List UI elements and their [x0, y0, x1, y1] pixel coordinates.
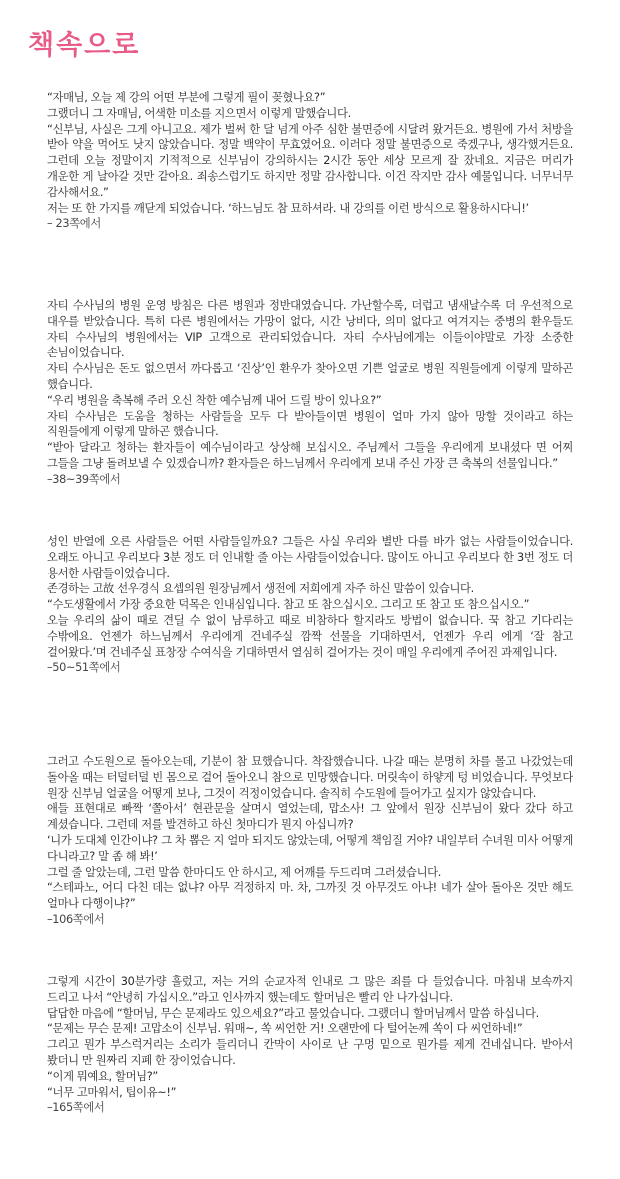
excerpt-paragraph: 존경하는 고故 선우경식 요셉의원 원장님께서 생전에 저희에게 자주 하신 말씀이 있습니다. — [47, 582, 474, 596]
excerpt-paragraph: “자매님, 오늘 제 강의 어떤 부분에 그렇게 필이 꽂혔나요?” — [47, 91, 326, 104]
excerpt-paragraph: “수도생활에서 가장 중요한 덕목은 인내심입니다. 참고 또 참으십시오. 그리고 또 참고 또 참으십시오.” — [47, 598, 530, 612]
page-source: –50~51쪽에서 — [47, 661, 121, 675]
excerpt-paragraph: 애들 표현대로 빠짝 ‘쫄아서’ 현관문을 살며시 열었는데, 맙소사! 그 앞에서 원장 신부님이 왔다 갔다 하고 계셨습니다. 그런데 저를 발견하고 하신 첫마디가 뭔지 아십니까? — [47, 802, 573, 832]
excerpt-paragraph: “너무 고마워서, 팁이유~!” — [47, 1085, 177, 1099]
excerpt-3 — [47, 534, 573, 676]
excerpt-paragraph: ‘니가 도대체 인간이냐? 그 차 뽑은 지 얼마 되지도 않았는데, 어떻게 책임질 거야? 내일부터 수녀원 미사 어떻게 다니라고? 말 좀 해 봐!’ — [47, 833, 573, 863]
page-source: –38~39쪽에서 — [47, 472, 121, 486]
excerpt-paragraph: “받아 달라고 청하는 환자들이 예수님이라고 상상해 보십시오. 주님께서 그들을 우리에게 보내셨다 면 어찌 그들을 그냥 돌려보낼 수 있겠습니까? 환자들은 하느님께서 우리에게 보내 주신 가장 큰 축복의 선물입니다.” — [47, 441, 573, 470]
excerpt-1 — [47, 90, 573, 232]
excerpt-paragraph: 그러고 수도원으로 돌아오는데, 기분이 참 묘했습니다. 착잡했습니다. 나갈 때는 분명히 차를 몰고 나갔었는데 돌아올 때는 터덜터덜 빈 몸으로 걸어 돌아오니 참으로 민망했습니다. 머릿속이 하얗게 텅 비었습니다. 무엇보다 원장 신부님 얼굴을 어떻게 보나, 그것이 걱정이었습니다. 솔직히 수도원에 들어가고 싶지가 않았습니다. — [47, 755, 573, 800]
excerpt-4 — [47, 754, 573, 928]
excerpt-paragraph: “이게 뭐예요, 할머님?” — [47, 1069, 158, 1083]
page-source: –165쪽에서 — [47, 1101, 105, 1115]
excerpt-paragraph: 자티 수사님은 돈도 없으면서 까다롭고 ‘진상’인 환우가 찾아오면 기쁜 얼굴로 병원 직원들에게 이렇게 말하곤 했습니다. — [47, 362, 573, 391]
excerpt-paragraph: 자티 수사님은 도움을 청하는 사람들을 모두 다 받아들이면 병원이 얼마 가지 않아 망할 것이라고 하는 직원들에게 이렇게 말하곤 했습니다. — [47, 409, 573, 439]
page-title: 책속으로 — [28, 30, 141, 61]
excerpt-paragraph: 그럴 줄 알았는데, 그런 말씀 한마디도 안 하시고, 제 어깨를 두드리며 그러셨습니다. — [47, 865, 441, 879]
excerpt-paragraph: 그리고 뭔가 부스럭거리는 소리가 들리더니 칸막이 사이로 난 구멍 밑으로 뭔가를 제게 건네십니다. 받아서 봤더니 만 원짜리 지폐 한 장이었습니다. — [47, 1038, 573, 1067]
excerpt-paragraph: “신부님, 사실은 그게 아니고요. 제가 벌써 한 달 넘게 아주 심한 불면증에 시달려 왔거든요. 병원에 가서 처방을 받아 약을 먹어도 낫지 않았습니다. 정말 백약이 무효였어요. 이러다 정말 불면증으로 죽겠구나, 생각했거든요. 그런데 오늘 정말이지 기적적으로 신부님이 강의하시는 2시간 동안 세상 모르게 잘 잤네요. 지금은 머리가 개운한 게 날아갈 것만 같아요. 죄송스럽기도 하지만 정말 감사합니다. 이건 작지만 감사 예물입니다. 너무너무 감사해서요.” — [47, 122, 573, 199]
page-source: – 23쪽에서 — [47, 217, 101, 231]
excerpt-paragraph: “문제는 무슨 문제! 고맙소이 신부님. 워매~, 쏙 씨언한 거! 오랜만에 다 털어논께 쏙이 다 씨언하네!” — [47, 1022, 523, 1036]
excerpt-paragraph: “우리 병원을 축복해 주러 오신 착한 예수님께 내어 드릴 방이 있나요?” — [47, 393, 382, 407]
excerpt-paragraph: 답답한 마음에 “할머님, 무슨 문제라도 있으세요?”라고 물었습니다. 그랬더니 할머님께서 말씀 하십니다. — [47, 1006, 539, 1020]
excerpt-paragraph: “스테파노, 어디 다친 데는 없냐? 아무 걱정하지 마. 차, 그까짓 것 아무것도 아냐! 네가 살아 돌아온 것만 해도 얼마나 다행이냐?” — [47, 881, 573, 911]
page-source: –106쪽에서 — [47, 912, 105, 926]
excerpt-paragraph: 그렇게 시간이 30분가량 흘렀고, 저는 거의 순교자적 인내로 그 많은 죄를 다 들었습니다. 마침내 보속까지 드리고 나서 “안녕히 가십시오.”라고 인사까지 했는데도 할머님은 빨리 안 나가십니다. — [47, 975, 573, 1004]
excerpt-paragraph: 자티 수사님의 병원 운영 방침은 다른 병원과 정반대였습니다. 가난할수록, 더럽고 냄새날수록 더 우선적으로 대우를 받았습니다. 특히 다른 병원에서는 가망이 없다, 시간 낭비다, 의미 없다고 여겨지는 중병의 환우들도 자티 수사님의 병원에서는 VIP 고객으로 관리되었습니다. 자티 수사님에게는 이들이야말로 가장 소중한 손님이었습니다. — [47, 299, 573, 360]
excerpt-2 — [47, 298, 573, 488]
excerpt-paragraph: 그랬더니 그 자매님, 어색한 미소를 지으면서 이렇게 말했습니다. — [47, 106, 351, 120]
excerpt-paragraph: 저는 또 한 가지를 깨닫게 되었습니다. ‘하느님도 참 묘하셔라. 내 강의를 이런 방식으로 활용하시다니!’ — [47, 201, 529, 215]
excerpt-paragraph: 오늘 우리의 삶이 때로 견딜 수 없이 남루하고 때로 비참하다 할지라도 방법이 없습니다. 꾹 참고 기다리는 수밖에요. 언젠가 하느님께서 우리에게 건네주실 깜짝 선물을 기대하면서, 언젠가 우리 에게 ‘잘 참고 걸어왔다.’며 건네주실 표창장 수여식을 기대하면서 열심히 걸어가는 것이 매일 우리에게 주어진 과제입니다. — [47, 613, 573, 659]
excerpt-paragraph: 성인 반열에 오른 사람들은 어떤 사람들일까요? 그들은 사실 우리와 별반 다를 바가 없는 사람들이었습니다. 오래도 아니고 우리보다 3분 정도 더 인내할 줄 아는 사람들이었습니다. 많이도 아니고 우리보다 한 3번 정도 더 용서한 사람들이었습니다. — [47, 535, 573, 580]
excerpt-5 — [47, 974, 573, 1116]
